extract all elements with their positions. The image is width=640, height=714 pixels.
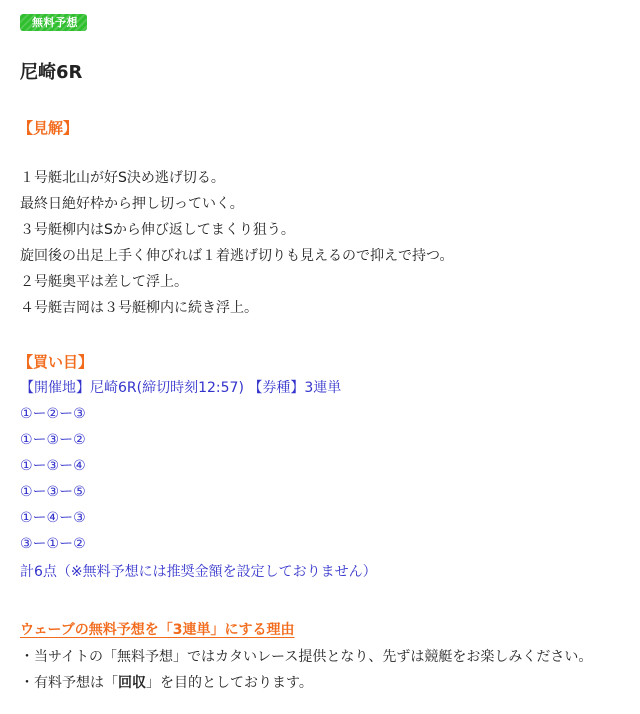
reason-bullet-2-bold: 回収 — [118, 675, 146, 691]
reason-bullet-2-post: 」を目的としております。 — [146, 675, 313, 691]
reason-bullet-1: ・当サイトの「無料予想」ではカタいレース提供となり、先ずは競艇をお楽しみください。 — [20, 649, 593, 665]
combo-line: ①ー④ー③ — [20, 510, 86, 526]
reason-bullet-2-pre: ・有料予想は「 — [20, 675, 118, 691]
kenkai-line: ２号艇奥平は差して浮上。 — [20, 274, 188, 290]
combo-line: ①ー③ー⑤ — [20, 484, 86, 500]
venue-line: 【開催地】尼崎6R(締切時刻12:57) 【券種】3連単 — [20, 380, 342, 396]
reason-bullet-2 — [20, 673, 313, 693]
combo-line: ③ー①ー② — [20, 536, 86, 552]
combo-line: ①ー③ー② — [20, 432, 86, 448]
combo-line: ①ー③ー④ — [20, 458, 86, 474]
kenkai-line: 最終日絶好枠から押し切っていく。 — [20, 196, 244, 212]
reason-heading: ウェーブの無料予想を「3連単」にする理由 — [20, 622, 295, 638]
combo-line: ①ー②ー③ — [20, 406, 86, 422]
kenkai-line: ４号艇吉岡は３号艇柳内に続き浮上。 — [20, 300, 258, 316]
kenkai-line: ３号艇柳内はSから伸び返してまくり狙う。 — [20, 222, 295, 238]
kenkai-line: 旋回後の出足上手く伸びれば１着逃げ切りも見えるので抑えで持つ。 — [20, 248, 454, 264]
kenkai-line: １号艇北山が好S決め逃げ切る。 — [20, 170, 225, 186]
kaime-heading: 【買い目】 — [18, 353, 94, 371]
free-prediction-badge: 無料予想 — [20, 14, 87, 31]
kenkai-heading: 【見解】 — [18, 119, 79, 137]
total-line: 計6点（※無料予想には推奨金額を設定しておりません） — [20, 564, 377, 580]
page-title: 尼崎6R — [20, 62, 83, 83]
